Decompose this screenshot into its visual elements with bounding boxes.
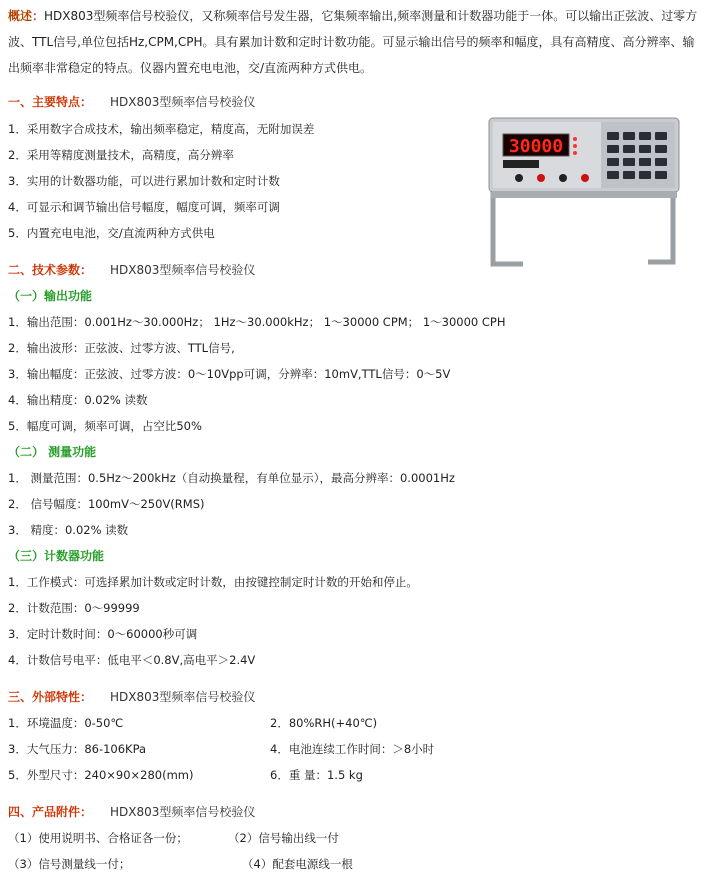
output-item: 1．输出范围：0.001Hz～30.000Hz； 1Hz～30.000kHz； 1～30000 CPM； 1～30000 CPH bbox=[8, 315, 506, 329]
counter-item: 1．工作模式：可选择累加计数或定时计数，由按键控制定时计数的开始和停止。 bbox=[8, 575, 418, 589]
section-4-heading bbox=[8, 804, 255, 820]
section-1-heading bbox=[8, 94, 255, 110]
accessory-item: （2）信号输出线一付 bbox=[228, 831, 339, 845]
device-photo bbox=[483, 112, 698, 270]
spec-item: 2．80%RH(+40℃) bbox=[270, 716, 378, 730]
subsection-counter: （三）计数器功能 bbox=[8, 549, 105, 563]
counter-item: 4．计数信号电平：低电平＜0.8V,高电平＞2.4V bbox=[8, 653, 256, 667]
subsection-output: （一）输出功能 bbox=[8, 289, 93, 303]
section-1-model: HDX803型频率信号校验仪 bbox=[110, 95, 256, 109]
section-3-title: 三、外部特性： bbox=[8, 690, 93, 704]
counter-item: 2．计数范围：0～99999 bbox=[8, 601, 140, 615]
feature-item: 4．可显示和调节输出信号幅度，幅度可调，频率可调 bbox=[8, 200, 280, 214]
feature-item: 2．采用等精度测量技术，高精度，高分辨率 bbox=[8, 148, 234, 162]
led-value: 30000 bbox=[508, 136, 564, 157]
intro-lead: 概述： bbox=[8, 9, 45, 23]
intro-text: HDX803型频率信号校验仪，又称频率信号发生器，它集频率输出,频率测量和计数器功能于一体。可以输出正弦波、过零方波、TTL信号,单位包括Hz,CPM,CPH。具有累加计数和定时计数功能。可显示输出信号的频率和幅度，具有高精度、高分辨率、输出频率非常稳定的特点。仪器内置充电电池，交/直流两种方式供电。 bbox=[8, 9, 698, 75]
spec-item: 4．电池连续工作时间：＞8小时 bbox=[270, 742, 435, 756]
spec-item: 5．外型尺寸：240×90×280(mm) bbox=[8, 768, 194, 782]
section-4-model: HDX803型频率信号校验仪 bbox=[110, 805, 256, 819]
spec-item: 1．环境温度：0-50℃ bbox=[8, 716, 124, 730]
output-item: 2．输出波形：正弦波、过零方波、TTL信号, bbox=[8, 341, 235, 355]
subsection-measure: （二） 测量功能 bbox=[8, 445, 97, 459]
section-4-title: 四、产品附件： bbox=[8, 805, 93, 819]
section-3-heading bbox=[8, 689, 255, 705]
feature-item: 1．采用数字合成技术，输出频率稳定，精度高，无附加误差 bbox=[8, 122, 315, 136]
accessory-item: （3）信号测量线一付； bbox=[8, 857, 131, 871]
measure-item: 1． 测量范围：0.5Hz～200kHz（自动换量程，有单位显示），最高分辨率：0.0001Hz bbox=[8, 471, 455, 485]
accessory-item: （4）配套电源线一根 bbox=[242, 857, 353, 871]
intro-paragraph bbox=[8, 3, 706, 81]
spec-item: 6．重 量：1.5 kg bbox=[270, 768, 363, 782]
section-3-model: HDX803型频率信号校验仪 bbox=[110, 690, 256, 704]
spec-item: 3．大气压力：86-106KPa bbox=[8, 742, 147, 756]
feature-item: 3．实用的计数器功能，可以进行累加计数和定时计数 bbox=[8, 174, 280, 188]
section-2-model: HDX803型频率信号校验仪 bbox=[110, 263, 256, 277]
accessory-item: （1）使用说明书、合格证各一份； bbox=[8, 831, 188, 845]
section-2-title: 二、技术参数： bbox=[8, 263, 93, 277]
counter-item: 3．定时计数时间：0～60000秒可调 bbox=[8, 627, 198, 641]
output-item: 5．幅度可调，频率可调，占空比50% bbox=[8, 419, 202, 433]
section-1-title: 一、主要特点： bbox=[8, 95, 93, 109]
output-item: 3．输出幅度：正弦波、过零方波：0～10Vpp可调，分辨率：10mV,TTL信号：0～5V bbox=[8, 367, 451, 381]
output-item: 4．输出精度：0.02% 读数 bbox=[8, 393, 148, 407]
measure-item: 3． 精度：0.02% 读数 bbox=[8, 523, 129, 537]
measure-item: 2． 信号幅度：100mV～250V(RMS) bbox=[8, 497, 205, 511]
section-2-heading bbox=[8, 262, 255, 278]
feature-item: 5．内置充电电池，交/直流两种方式供电 bbox=[8, 226, 215, 240]
